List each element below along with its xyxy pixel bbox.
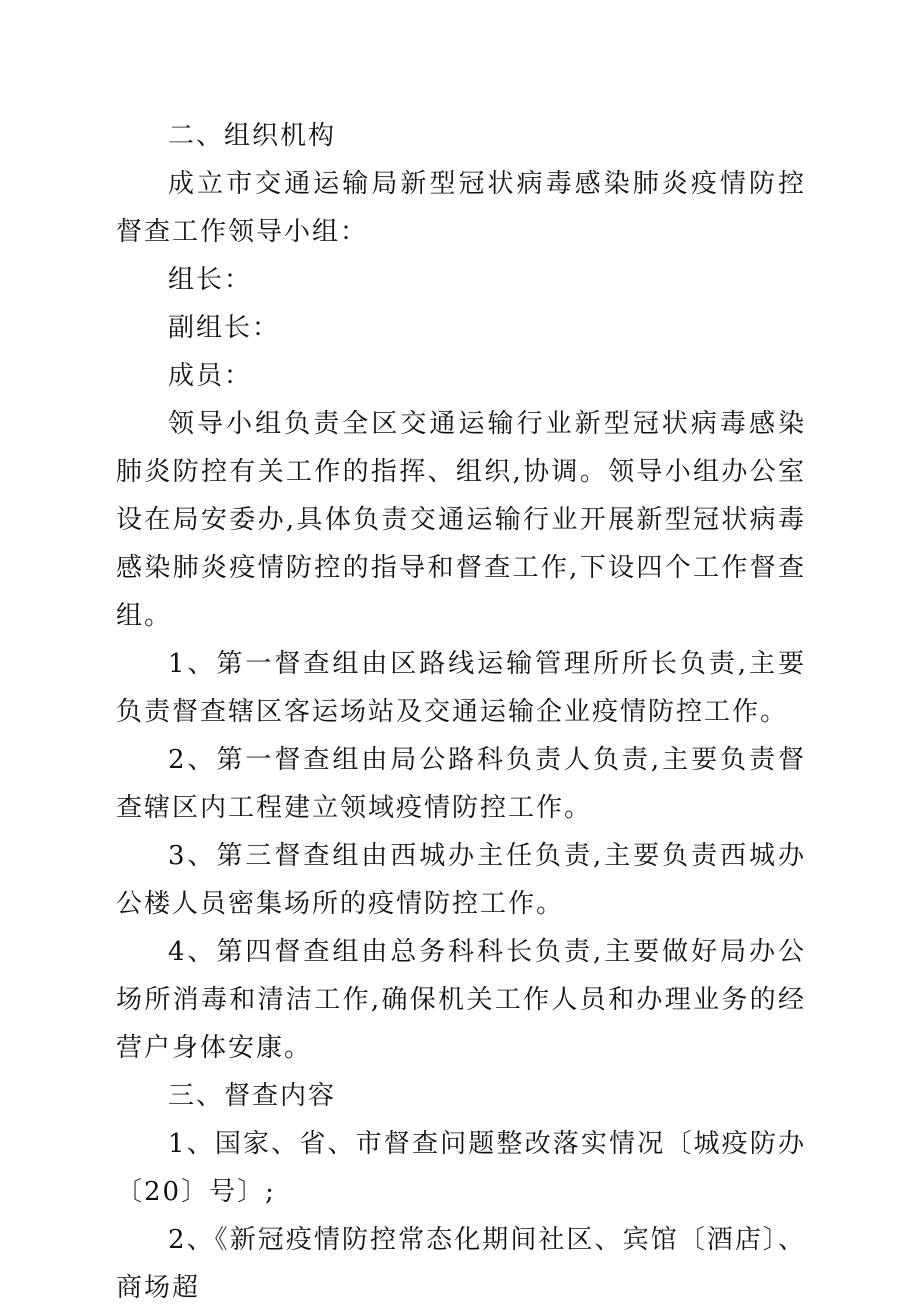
section-heading-inspection-content: 三、督查内容 [168, 1081, 337, 1111]
document-body [116, 112, 806, 1312]
paragraph-leading-group: 成立市交通运输局新型冠状病毒感染肺炎疫情防控督查工作领导小组： [116, 169, 806, 247]
paragraph-inspection-group-4: 4、第四督查组由总务科科长负责,主要做好局办公场所消毒和清洁工作,确保机关工作人员和办理业务的经营户身体安康。 [116, 937, 806, 1063]
paragraph-members: 成员： [168, 361, 253, 391]
paragraph-deputy-leader: 副组长： [168, 313, 281, 343]
paragraph-group-leader: 组长： [168, 265, 253, 295]
paragraph-inspection-group-3: 3、第三督查组由西城办主任负责,主要负责西城办公楼人员密集场所的疫情防控工作。 [116, 841, 806, 919]
paragraph-group-responsibilities: 领导小组负责全区交通运输行业新型冠状病毒感染肺炎防控有关工作的指挥、组织,协调。领导小组办公室设在局安委办,具体负责交通运输行业开展新型冠状病毒感染肺炎疫情防控的指导和督查工作,下设四个工作督查组。 [116, 409, 806, 631]
section-heading-organization: 二、组织机构 [168, 121, 337, 151]
paragraph-content-item-1: 1、国家、省、市督查问题整改落实情况〔城疫防办〔20〕号〕; [116, 1129, 806, 1207]
paragraph-inspection-group-2: 2、第一督查组由局公路科负责人负责,主要负责督查辖区内工程建立领域疫情防控工作。 [116, 745, 806, 823]
paragraph-content-item-2: 2、《新冠疫情防控常态化期间社区、宾馆〔酒店〕、商场超 [116, 1225, 806, 1303]
paragraph-inspection-group-1: 1、第一督查组由区路线运输管理所所长负责,主要负责督查辖区客运场站及交通运输企业疫情防控工作。 [116, 649, 806, 727]
